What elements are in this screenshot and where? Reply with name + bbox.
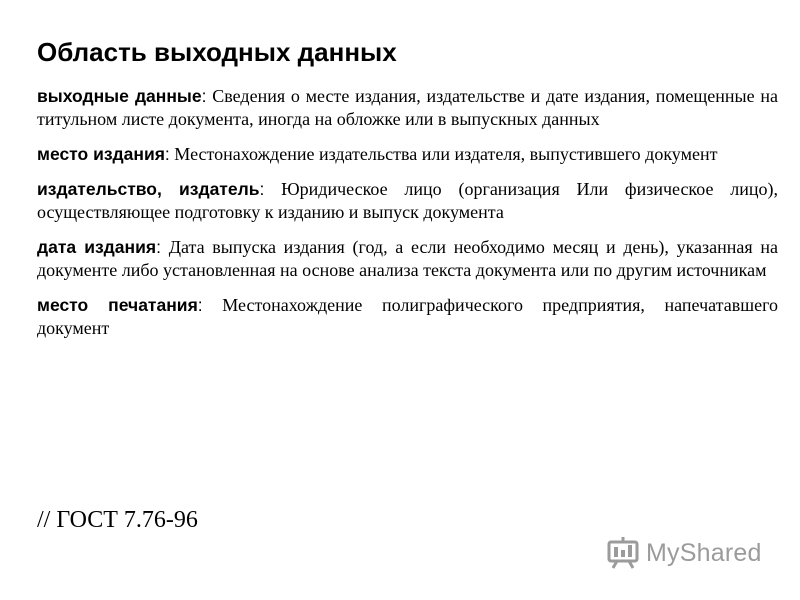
watermark-text-left: My bbox=[646, 538, 680, 567]
definition-entry bbox=[37, 85, 778, 131]
definition-entry bbox=[37, 143, 778, 166]
watermark-text bbox=[646, 539, 762, 568]
definition-text: Юридическое лицо (организация Или физическое лицо), осуществляющее подготовку к изданию и выпуск документа bbox=[37, 179, 779, 222]
term-separator: : bbox=[201, 86, 207, 106]
definition-term: дата издания bbox=[37, 237, 157, 257]
definition-entry bbox=[37, 294, 778, 340]
watermark-logo bbox=[606, 536, 762, 570]
definition-entry bbox=[37, 178, 778, 224]
definition-term: издательство, издатель bbox=[37, 179, 260, 199]
definitions-list bbox=[37, 85, 778, 352]
presentation-board-icon bbox=[606, 536, 640, 570]
source-reference: // ГОСТ 7.76-96 bbox=[37, 507, 198, 533]
definition-entry bbox=[37, 236, 778, 282]
term-separator: : bbox=[197, 295, 203, 315]
page-title: Область выходных данных bbox=[37, 37, 397, 67]
definition-text: Местонахождение издательства или издателя, выпустившего документ bbox=[174, 144, 718, 164]
term-separator: : bbox=[164, 144, 170, 164]
definition-text: Сведения о месте издания, издательстве и дате издания, помещенные на титульном листе документа, иногда на обложке или в выпускных данных bbox=[37, 86, 778, 129]
definition-text: Местонахождение полиграфического предприятия, напечатавшего документ bbox=[37, 295, 778, 338]
watermark-text-right: Shared bbox=[679, 538, 762, 567]
definition-term: выходные данные bbox=[37, 86, 202, 106]
definition-term: место издания bbox=[37, 144, 165, 164]
term-separator: : bbox=[156, 237, 161, 257]
term-separator: : bbox=[259, 179, 265, 199]
definition-text: Дата выпуска издания (год, а если необходимо месяц и день), указанная на документе либо установленная на основе анализа текста документа или по другим источникам bbox=[37, 237, 779, 280]
definition-term: место печатания bbox=[37, 295, 198, 315]
